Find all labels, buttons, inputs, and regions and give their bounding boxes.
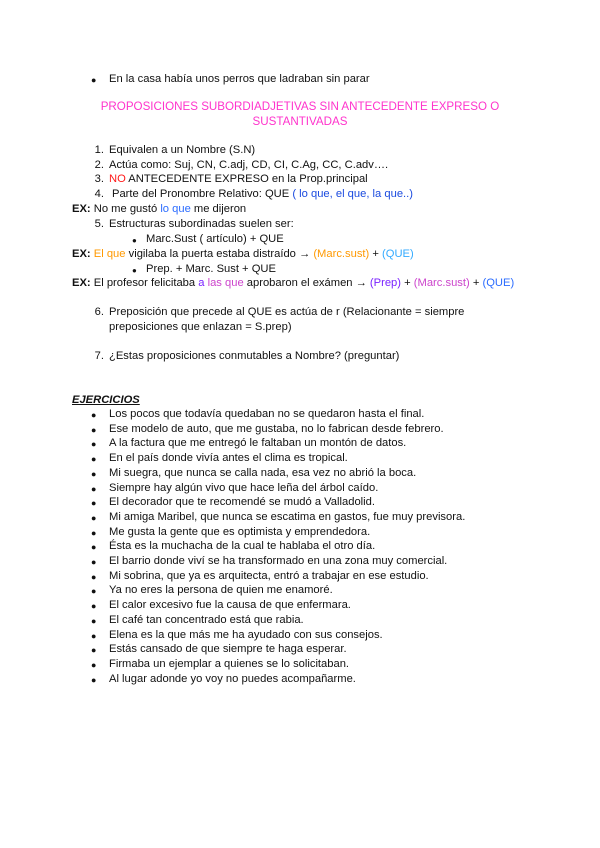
example-1: [72, 202, 246, 216]
ex-text: me dijeron: [193, 203, 247, 215]
item-number: 6.: [94, 306, 104, 318]
ejercicio-item: ● Firmaba un ejemplar a quienes se lo solicitaban.: [109, 657, 349, 671]
ex-plus: +: [372, 248, 379, 260]
ex-plus: +: [472, 277, 480, 289]
ejercicio-item: ● Mi sobrina, que ya es arquitecta, entró a trabajar en ese estudio.: [109, 569, 429, 583]
ejercicio-item: ● El decorador que te recomendé se mudó a Valladolid.: [109, 495, 375, 509]
item-text: Estructuras subordinadas suelen ser:: [109, 218, 294, 230]
ejercicios-heading: EJERCICIOS: [72, 394, 140, 406]
item-number: 7.: [94, 350, 104, 362]
ex-que: (QUE): [482, 277, 515, 289]
example-3: [72, 276, 514, 290]
ejercicio-item: ● El barrio donde viví se ha transformado en una zona muy comercial.: [109, 554, 447, 568]
item-number: 5.: [94, 218, 104, 230]
ejercicio-item: ● Los pocos que todavía quedaban no se quedaron hasta el final.: [109, 407, 424, 421]
ex-text: No me gustó: [93, 203, 158, 215]
item-text: ¿Estas proposiciones conmutables a Nombre? (preguntar): [109, 350, 400, 362]
ejercicio-item: ● Ya no eres la persona de quien me enamoré.: [109, 583, 333, 597]
section-title-line1: PROPOSICIONES SUBORDIADJETIVAS SIN ANTECEDENTE EXPRESO O: [100, 100, 500, 113]
ejercicio-item: ● Estás cansado de que siempre te haga esperar.: [109, 642, 347, 656]
item-number: 1.: [94, 144, 104, 156]
ex-label: EX:: [72, 203, 91, 215]
ejercicio-item: ● A la factura que me entregó le faltaban un montón de datos.: [109, 436, 406, 450]
ex-highlight: El que: [93, 248, 126, 260]
example-2: [72, 247, 414, 261]
ejercicio-item: ● Elena es la que más me ha ayudado con sus consejos.: [109, 628, 383, 642]
item-text: Parte del Pronombre Relativo: QUE: [112, 188, 290, 200]
ex-text: aprobaron el exámen →: [246, 277, 367, 289]
ejercicio-item: ● Mi amiga Maribel, que nunca se escatima en gastos, fue muy previsora.: [109, 510, 465, 524]
ejercicio-item: ● El calor excesivo fue la causa de que enfermara.: [109, 598, 351, 612]
item-number: 4.: [94, 188, 104, 200]
ejercicio-item: ● El café tan concentrado está que rabia.: [109, 613, 304, 627]
item-text: Preposición que precede al QUE es actúa de r (Relacionante = siempre: [109, 306, 465, 318]
ejercicio-item: ● Al lugar adonde yo voy no puedes acompañarme.: [109, 672, 356, 686]
ex-text: vigilaba la puerta estaba distraído →: [128, 248, 311, 260]
structure-1: ● Marc.Sust ( artículo) + QUE: [146, 232, 284, 246]
item-number: 2.: [94, 159, 104, 171]
intro-bullet: ● En la casa había unos perros que ladraban sin parar: [109, 72, 370, 86]
ex-text: El profesor felicitaba: [93, 277, 196, 289]
section-title-line2: SUSTANTIVADAS: [252, 115, 348, 128]
ex-label: EX:: [72, 248, 91, 260]
ex-highlight: las que: [207, 277, 244, 289]
ejercicio-item: ● En el país donde vivía antes el clima es tropical.: [109, 451, 348, 465]
ex-prep: a: [198, 277, 205, 289]
ex-prep-label: (Prep): [369, 277, 402, 289]
ex-marc: (Marc.sust): [313, 248, 370, 260]
structure-2: ● Prep. + Marc. Sust + QUE: [146, 262, 276, 276]
ejercicio-item: ● Siempre hay algún vivo que hace leña del árbol caído.: [109, 481, 378, 495]
ex-marc: (Marc.sust): [413, 277, 470, 289]
ex-que: (QUE): [382, 248, 414, 260]
ejercicio-item: ● Me gusta la gente que es optimista y emprendedora.: [109, 525, 370, 539]
item-text: Equivalen a un Nombre (S.N): [109, 144, 256, 156]
item-6-cont: preposiciones que enlazan = S.prep): [109, 321, 292, 333]
ex-label: EX:: [72, 277, 91, 289]
relative-pronouns: ( lo que, el que, la que..): [292, 188, 413, 200]
ejercicio-item: ● Ese modelo de auto, que me gustaba, no lo fabrican desde febrero.: [109, 422, 444, 436]
no-highlight: NO: [109, 173, 126, 185]
ex-highlight: lo que: [160, 203, 191, 215]
item-text: ANTECEDENTE EXPRESO en la Prop.principal: [128, 173, 368, 185]
ex-plus: +: [404, 277, 411, 289]
item-number: 3.: [94, 173, 104, 185]
ejercicio-item: ● Mi suegra, que nunca se calla nada, esa vez no abrió la boca.: [109, 466, 416, 480]
item-text: Actúa como: Suj, CN, C.adj, CD, CI, C.Ag, CC, C.adv….: [109, 159, 389, 171]
ejercicio-item: ● Ésta es la muchacha de la cual te hablaba el otro día.: [109, 539, 375, 553]
